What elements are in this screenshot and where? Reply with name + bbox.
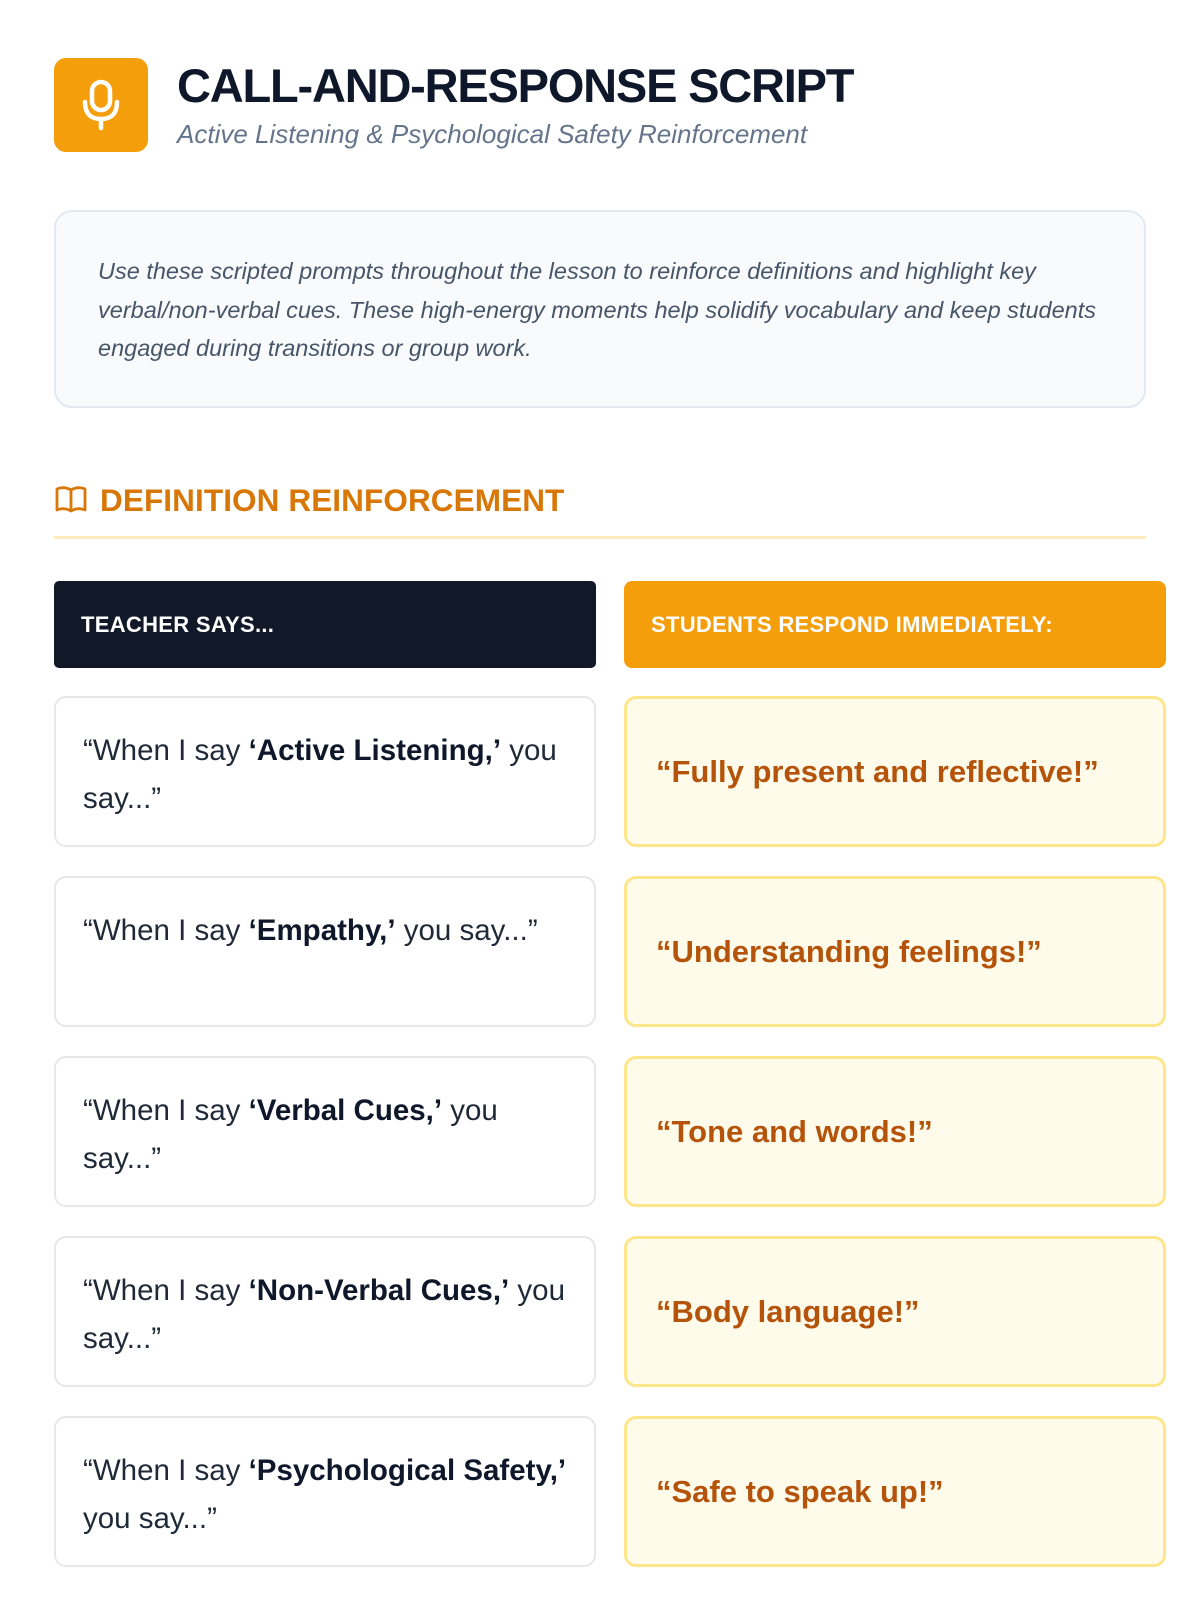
header-text xyxy=(177,60,853,150)
page-title: CALL-AND-RESPONSE SCRIPT xyxy=(177,59,854,112)
prompt-suffix: you say...” xyxy=(83,1094,498,1175)
student-column-header: STUDENTS RESPOND IMMEDIATELY: xyxy=(624,581,1166,668)
prompt-term: ‘Psychological Safety,’ xyxy=(248,1454,567,1487)
prompt-term: ‘Verbal Cues,’ xyxy=(248,1094,443,1127)
call-response-grid xyxy=(54,581,1146,1567)
prompt-term: ‘Non-Verbal Cues,’ xyxy=(248,1274,510,1307)
prompt-prefix: “When I say xyxy=(83,1274,249,1307)
intro-text: Use these scripted prompts throughout the lesson to reinforce definitions and highlight key verbal/non-verbal cues. These high-energy moments help solidify vocabulary and keep students engaged during transitions or group work. xyxy=(98,258,1097,361)
student-response: “Understanding feelings!” xyxy=(624,876,1166,1027)
prompt-suffix: you say...” xyxy=(83,1502,217,1535)
teacher-prompt xyxy=(54,696,596,847)
student-response: “Safe to speak up!” xyxy=(624,1416,1166,1567)
book-open-icon xyxy=(54,485,88,515)
prompt-term: ‘Empathy,’ xyxy=(248,914,396,947)
intro-box xyxy=(54,210,1146,408)
page-subtitle: Active Listening & Psychological Safety Reinforcement xyxy=(177,119,808,149)
header xyxy=(54,58,1146,152)
student-response: “Tone and words!” xyxy=(624,1056,1166,1207)
teacher-prompt xyxy=(54,876,596,1027)
microphone-icon xyxy=(54,58,148,152)
student-response: “Body language!” xyxy=(624,1236,1166,1387)
prompt-suffix: you say...” xyxy=(83,734,557,815)
section-title: DEFINITION REINFORCEMENT xyxy=(100,481,565,518)
section-heading xyxy=(54,480,1146,520)
student-response: “Fully present and reflective!” xyxy=(624,696,1166,847)
prompt-prefix: “When I say xyxy=(83,914,249,947)
teacher-prompt xyxy=(54,1056,596,1207)
teacher-prompt xyxy=(54,1416,596,1567)
prompt-prefix: “When I say xyxy=(83,734,249,767)
teacher-prompt xyxy=(54,1236,596,1387)
prompt-prefix: “When I say xyxy=(83,1454,249,1487)
prompt-term: ‘Active Listening,’ xyxy=(248,734,502,767)
prompt-suffix: you say...” xyxy=(83,1274,565,1355)
prompt-prefix: “When I say xyxy=(83,1094,249,1127)
prompt-suffix: you say...” xyxy=(395,914,538,947)
teacher-column-header: TEACHER SAYS... xyxy=(54,581,596,668)
call-response-rows xyxy=(54,696,1166,1567)
section-divider xyxy=(54,536,1146,539)
